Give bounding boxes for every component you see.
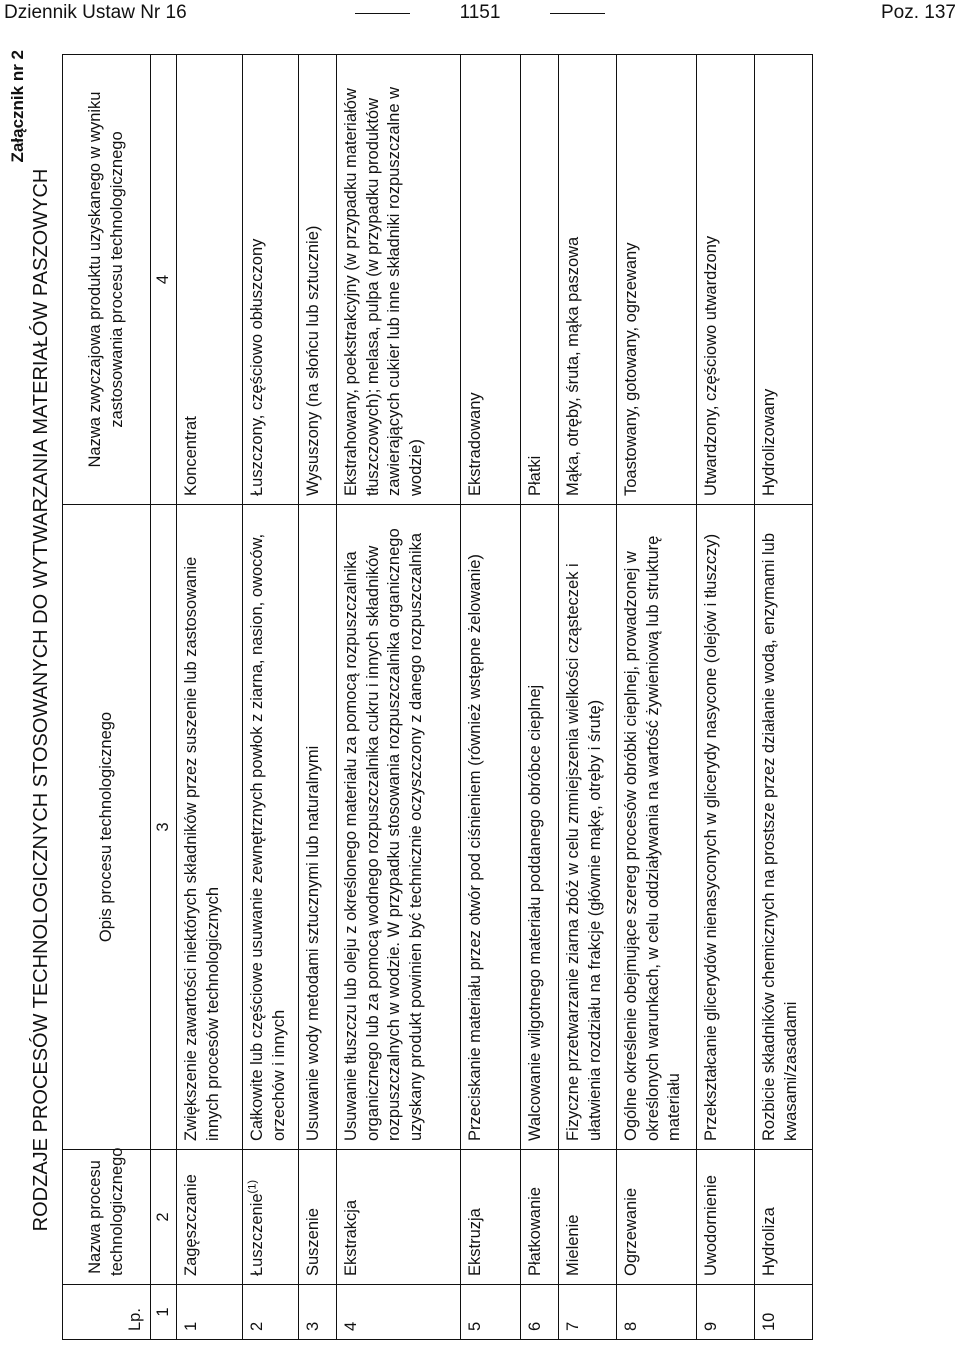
row-product: Toastowany, gotowany, ogrzewany <box>617 55 697 505</box>
table-row <box>521 55 559 1340</box>
document-title: RODZAJE PROCESÓW TECHNOLOGICZNYCH STOSOWANYCH DO WYTWARZANIA MATERIAŁÓW PASZOWYCH <box>30 168 52 1232</box>
row-lp: 9 <box>697 1285 755 1340</box>
row-lp: 10 <box>755 1285 813 1340</box>
page-number <box>410 3 550 22</box>
annex-label: Załącznik nr 2 <box>8 50 27 163</box>
row-process-name: Ogrzewanie <box>617 1150 697 1285</box>
row-lp: 4 <box>337 1285 461 1340</box>
column-number: 4 <box>151 55 177 505</box>
row-description: Zwiększenie zawartości niektórych składników przez suszenie lub zastosowanie innych procesów technologicznych <box>177 505 243 1150</box>
row-product: Ekstrahowany, poekstrakcyjny (w przypadku materiałów tłuszczowych); melasa, pulpa (w przypadku produktów zawierających cukier lub inne składniki rozpuszczalne w wodzie) <box>337 55 461 505</box>
row-lp: 6 <box>521 1285 559 1340</box>
position-number: Poz. 137 <box>881 2 956 23</box>
row-lp: 5 <box>461 1285 521 1340</box>
row-process-name: Płatkowanie <box>521 1150 559 1285</box>
header-product-name: Nazwa zwyczajowa produktu uzyskanego w wyniku zastosowania procesu technologicznego <box>63 55 151 505</box>
rotated-landscape-page <box>0 40 960 1360</box>
row-description: Przekształcanie glicerydów nienasyconych w glicerydy nasycone (olejów i tłuszczy) <box>697 505 755 1150</box>
process-table <box>62 54 813 1340</box>
row-description: Przeciskanie materiału przez otwór pod ciśnieniem (również wstępne żelowanie) <box>461 505 521 1150</box>
row-lp: 1 <box>177 1285 243 1340</box>
row-description: Usuwanie tłuszczu lub oleju z określonego materiału za pomocą rozpuszczalnika organicznego lub za pomocą wodnego rozpuszczalnika cukru i innych składników rozpuszczalnych w wodzie. W przypadku stosowania rozpuszczalnika organicznego uzyskany produkt powinien być technicznie oczyszczony z danego rozpuszczalnika <box>337 505 461 1150</box>
row-description: Fizyczne przetwarzanie ziarna zbóż w celu zmniejszenia wielkości cząsteczek i ułatwienia rozdziału na frakcje (głównie mąkę, otręby i śrutę) <box>559 505 617 1150</box>
row-description: Walcowanie wilgotnego materiału poddanego obróbce cieplnej <box>521 505 559 1150</box>
column-number-row <box>151 55 177 1340</box>
table-row <box>299 55 337 1340</box>
table-row <box>177 55 243 1340</box>
table-header-row <box>63 55 151 1340</box>
column-number: 3 <box>151 505 177 1150</box>
row-lp: 8 <box>617 1285 697 1340</box>
row-process-name: Ekstruzja <box>461 1150 521 1285</box>
row-lp: 7 <box>559 1285 617 1340</box>
row-product: Płatki <box>521 55 559 505</box>
table-row <box>461 55 521 1340</box>
column-number: 2 <box>151 1150 177 1285</box>
row-process-name: Hydroliza <box>755 1150 813 1285</box>
row-description: Całkowite lub częściowe usuwanie zewnętrznych powłok z ziarna, nasion, owoców, orzechów i innych <box>243 505 299 1150</box>
row-process-name: Mielenie <box>559 1150 617 1285</box>
header-process-name: Nazwa procesu technologicznego <box>63 1150 151 1285</box>
journal-title: Dziennik Ustaw Nr 16 <box>4 2 187 23</box>
row-process-name: Zagęszczanie <box>177 1150 243 1285</box>
row-process-name: Ekstrakcja <box>337 1150 461 1285</box>
footnote-marker: (1) <box>246 1179 259 1194</box>
table-row <box>617 55 697 1340</box>
row-description: Ogólne określenie obejmujące szereg procesów obróbki cieplnej, prowadzonej w określonych warunkach, w celu oddziaływania na wartość żywieniową lub strukturę materiału <box>617 505 697 1150</box>
row-description: Usuwanie wody metodami sztucznymi lub naturalnymi <box>299 505 337 1150</box>
row-process-name <box>243 1150 299 1285</box>
page-number-rule-right <box>550 13 605 14</box>
header-lp: Lp. <box>63 1285 151 1340</box>
page-header <box>0 0 960 30</box>
header-process-description: Opis procesu technologicznego <box>63 505 151 1150</box>
row-product: Mąka, otręby, śruta, mąka paszowa <box>559 55 617 505</box>
row-product: Wysuszony (na słońcu lub sztucznie) <box>299 55 337 505</box>
row-process-name-text: Łuszczenie <box>248 1193 267 1276</box>
row-lp: 2 <box>243 1285 299 1340</box>
table-row <box>243 55 299 1340</box>
row-product: Łuszczony, częściowo obłuszczony <box>243 55 299 505</box>
table-row <box>559 55 617 1340</box>
page-number-rule-left <box>355 13 410 14</box>
row-product: Utwardzony, częściowo utwardzony <box>697 55 755 505</box>
table-row <box>337 55 461 1340</box>
table-row <box>697 55 755 1340</box>
row-process-name: Suszenie <box>299 1150 337 1285</box>
table-row <box>755 55 813 1340</box>
row-lp: 3 <box>299 1285 337 1340</box>
row-description: Rozbicie składników chemicznych na prostsze przez działanie wodą, enzymami lub kwasami/zasadami <box>755 505 813 1150</box>
row-product: Koncentrat <box>177 55 243 505</box>
row-product: Ekstradowany <box>461 55 521 505</box>
row-product: Hydrolizowany <box>755 55 813 505</box>
row-process-name: Uwodornienie <box>697 1150 755 1285</box>
column-number: 1 <box>151 1285 177 1340</box>
page-number-text: 1151 <box>459 2 501 23</box>
